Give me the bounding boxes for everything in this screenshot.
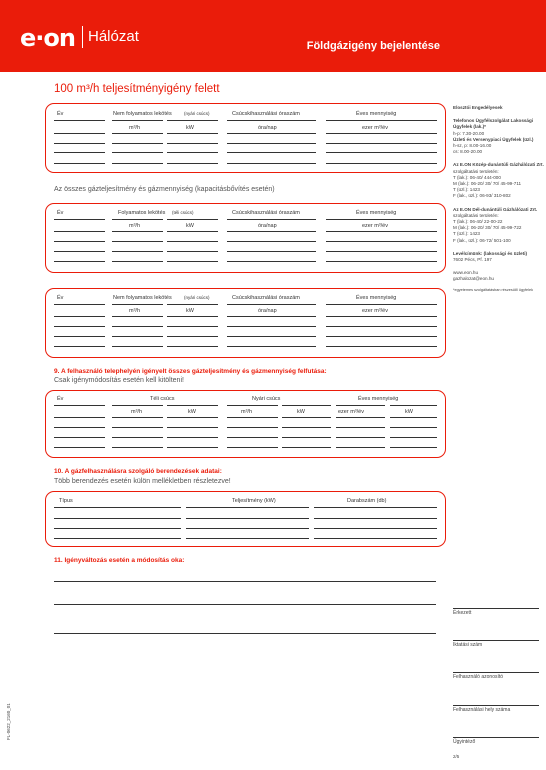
t3-header-peak: Csúcskihasználási óraszám (232, 295, 300, 301)
t10-input-line[interactable] (186, 518, 309, 519)
sidebar-title-2: Telefonos Ügyfélszolgálat Lakossági Ügyfelek (lak.)* (453, 118, 534, 130)
t1-input-line[interactable] (54, 152, 105, 153)
document-code: FL-0622_2160_01 (6, 703, 11, 740)
t2-header-annual: Éves mennyiség (356, 210, 397, 216)
t2-unit-kw: kW (186, 223, 194, 229)
t3-input-line[interactable] (167, 316, 218, 317)
sidebar-line: 7602 Pécs, Pf. 197 (453, 257, 492, 263)
t9-input-line[interactable] (390, 447, 437, 448)
usage-place-label: Felhasználási hely száma (453, 707, 511, 713)
t10-input-line[interactable] (314, 528, 437, 529)
t9-unit-m3h: m³/h (131, 409, 142, 415)
sidebar-line: h-p: 7.30-20.00 (453, 130, 485, 136)
t9-input-line[interactable] (336, 417, 385, 418)
page-title: 100 m³/h teljesítményigény felett (54, 83, 220, 95)
t1-input-line[interactable] (167, 163, 218, 164)
t1-input-line[interactable] (227, 152, 316, 153)
t9-unit-kw-2: kW (297, 409, 305, 415)
t2-input-line[interactable] (54, 241, 105, 242)
t2-input-line[interactable] (112, 241, 163, 242)
t3-header-nf: Nem folyamatos lekötés (113, 295, 172, 301)
section-10-title: 10. A gázfelhasználásra szolgáló berendezések adatai: (54, 468, 222, 475)
sidebar-company-2: Az E.ON Dél-dunántúli Gázhálózati Zrt. (453, 206, 538, 212)
t9-input-line[interactable] (112, 447, 163, 448)
reason-line-2[interactable] (54, 604, 436, 605)
sidebar-line: T (üzl.): 1423 (453, 231, 480, 237)
t9-input-line[interactable] (390, 437, 437, 438)
t1-input-line[interactable] (112, 133, 163, 134)
sidebar-email[interactable]: gazhalozat@eon.hu (453, 276, 494, 282)
t9-input-line[interactable] (54, 447, 105, 448)
t3-input-line[interactable] (167, 304, 218, 305)
t9-header-year: Év (57, 396, 64, 402)
t3-input-line[interactable] (326, 326, 437, 327)
t3-input-line[interactable] (167, 346, 218, 347)
t10-input-line[interactable] (186, 528, 309, 529)
sidebar-line: T (lak.): 06-40/ 444-000 (453, 174, 501, 180)
logo-divider (82, 26, 83, 48)
reason-line-1[interactable] (54, 581, 436, 582)
t9-input-line[interactable] (54, 405, 105, 406)
user-id-label: Felhasználó azonosító (453, 674, 504, 680)
t3-input-line[interactable] (112, 336, 163, 337)
t2-input-line[interactable] (167, 251, 218, 252)
t3-input-line[interactable] (54, 304, 105, 305)
t3-input-line[interactable] (54, 326, 105, 327)
t1-unit-kw: kW (186, 125, 194, 131)
t3-input-line[interactable] (167, 326, 218, 327)
t3-input-line[interactable] (326, 304, 437, 305)
t1-input-line[interactable] (54, 120, 105, 121)
t1-input-line[interactable] (112, 143, 163, 144)
t1-input-line[interactable] (54, 163, 105, 164)
t9-input-line[interactable] (112, 437, 163, 438)
sidebar-title-1: Elosztói Engedélyesek (453, 105, 503, 110)
t9-input-line[interactable] (167, 405, 218, 406)
t2-input-line[interactable] (54, 261, 105, 262)
t2-input-line[interactable] (227, 219, 316, 220)
t1-input-line[interactable] (227, 163, 316, 164)
t1-input-line[interactable] (326, 120, 437, 121)
t10-input-line[interactable] (54, 507, 181, 508)
t9-input-line[interactable] (54, 417, 105, 418)
t3-input-line[interactable] (54, 316, 105, 317)
t1-input-line[interactable] (227, 120, 316, 121)
section-9-title: 9. A felhasználó telephelyén igényelt összes gázteljesítmény és gázmennyiség felfutása: (54, 368, 327, 375)
t2-input-line[interactable] (54, 251, 105, 252)
t10-header-type: Típus (59, 498, 73, 504)
usage-place-line[interactable] (453, 705, 539, 706)
t3-input-line[interactable] (54, 346, 105, 347)
t3-input-line[interactable] (227, 346, 316, 347)
t10-input-line[interactable] (314, 518, 437, 519)
section-11-title: 11. Igényváltozás esetén a módosítás oka: (54, 557, 185, 564)
sidebar-line: h-sz, p: 8.00-16.00 (453, 143, 492, 149)
section-9-sub: Csak igénymódosítás esetén kell kitölteni! (54, 377, 184, 384)
received-label: Érkezett (453, 610, 472, 616)
eon-logo: e·on (20, 24, 75, 52)
t2-input-line[interactable] (227, 251, 316, 252)
t9-input-line[interactable] (112, 405, 163, 406)
t3-input-line[interactable] (326, 316, 437, 317)
t1-input-line[interactable] (112, 163, 163, 164)
t9-input-line[interactable] (227, 417, 278, 418)
t9-input-line[interactable] (227, 437, 278, 438)
t2-input-line[interactable] (326, 219, 437, 220)
t9-input-line[interactable] (336, 447, 385, 448)
t10-input-line[interactable] (54, 518, 181, 519)
t9-header-annual: Éves mennyiség (358, 396, 399, 402)
t3-input-line[interactable] (326, 336, 437, 337)
t3-input-line[interactable] (167, 336, 218, 337)
filing-number-label: Iktatási szám (453, 642, 483, 648)
t2-header-peak: Csúcskihasználási óraszám (232, 210, 300, 216)
t2-input-line[interactable] (326, 231, 437, 232)
t1-input-line[interactable] (167, 133, 218, 134)
t9-input-line[interactable] (390, 405, 437, 406)
t1-header-nf: Nem folyamatos lekötés (113, 111, 172, 117)
t9-input-line[interactable] (112, 417, 163, 418)
sidebar-line: T (lak.): 06-40/ 22-00-22 (453, 219, 503, 225)
sidebar-company-1: Az E.ON Közép-dunántúli Gázhálózati Zrt. (453, 162, 544, 168)
t3-input-line[interactable] (112, 346, 163, 347)
t3-input-line[interactable] (112, 304, 163, 305)
t2-header-year: Év (57, 210, 64, 216)
t9-input-line[interactable] (390, 427, 437, 428)
sidebar-line: cs: 8.00-20.00 (453, 149, 483, 155)
t9-input-line[interactable] (112, 427, 163, 428)
administrator-label: Ügyintéző (453, 739, 476, 745)
t2-unit-m3h: m³/h (129, 223, 140, 229)
t3-input-line[interactable] (227, 316, 316, 317)
t2-input-line[interactable] (167, 261, 218, 262)
t10-input-line[interactable] (54, 538, 181, 539)
t2-input-line[interactable] (227, 231, 316, 232)
t2-unit-annual: ezer m³/év (362, 223, 388, 229)
t2-input-line[interactable] (112, 231, 163, 232)
t9-input-line[interactable] (390, 417, 437, 418)
t1-unit-annual: ezer m³/év (362, 125, 388, 131)
t3-header-nf-note: (nyári csúcs) (184, 295, 210, 300)
form-title: Földgázigény bejelentése (306, 40, 440, 52)
t9-input-line[interactable] (282, 427, 331, 428)
sidebar-line: M (lak.): 06-20/ 30/ 70/ 45-99-711 (453, 181, 522, 187)
t3-unit-hour: óra/nap (258, 308, 277, 314)
received-line[interactable] (453, 608, 539, 609)
t3-unit-annual: ezer m³/év (362, 308, 388, 314)
t2-header-f: Folyamatos lekötés (118, 210, 166, 216)
t2-input-line[interactable] (326, 241, 437, 242)
t1-input-line[interactable] (326, 143, 437, 144)
sidebar-line: T (üzl.): 1423 (453, 187, 480, 193)
t2-input-line[interactable] (326, 261, 437, 262)
t2-input-line[interactable] (112, 251, 163, 252)
t9-input-line[interactable] (282, 447, 331, 448)
header-bar (0, 0, 546, 72)
t2-input-line[interactable] (167, 241, 218, 242)
t1-input-line[interactable] (227, 143, 316, 144)
t9-input-line[interactable] (227, 427, 278, 428)
t2-input-line[interactable] (167, 231, 218, 232)
t9-input-line[interactable] (227, 447, 278, 448)
t1-input-line[interactable] (326, 152, 437, 153)
sidebar-footnote: *egyetemes szolgáltatásban részesülő ügyfelek (453, 287, 533, 292)
page-number: 2/5 (453, 754, 460, 759)
t1-input-line[interactable] (326, 163, 437, 164)
t9-unit-kw-3: kW (405, 409, 413, 415)
sidebar-mail-title: Levélcímünk: (lakossági és üzleti) (453, 250, 528, 256)
t9-input-line[interactable] (336, 405, 385, 406)
administrator-line[interactable] (453, 737, 539, 738)
t1-input-line[interactable] (167, 152, 218, 153)
t1-header-peak: Csúcskihasználási óraszám (232, 111, 300, 117)
network-label: Hálózat (88, 28, 139, 45)
t1-input-line[interactable] (326, 133, 437, 134)
filing-number-line[interactable] (453, 640, 539, 641)
t9-input-line[interactable] (336, 427, 385, 428)
t3-input-line[interactable] (227, 304, 316, 305)
t10-header-count: Darabszám (db) (347, 498, 387, 504)
t9-unit-kw: kW (188, 409, 196, 415)
t1-input-line[interactable] (112, 152, 163, 153)
t10-input-line[interactable] (186, 538, 309, 539)
section-10-sub: Több berendezés esetén külön mellékletben részletezve! (54, 478, 231, 485)
t3-unit-kw: kW (186, 308, 194, 314)
t2-input-line[interactable] (54, 219, 105, 220)
sidebar-line: szolgáltatási területén: (453, 168, 499, 174)
t10-input-line[interactable] (314, 507, 437, 508)
t3-input-line[interactable] (112, 316, 163, 317)
t9-input-line[interactable] (282, 417, 331, 418)
t9-input-line[interactable] (167, 437, 218, 438)
t3-input-line[interactable] (326, 346, 437, 347)
t9-header-winter: Téli csúcs (150, 396, 175, 402)
t9-input-line[interactable] (336, 437, 385, 438)
sidebar-line: F (lak., üzl.): 06-93/ 310-802 (453, 193, 511, 199)
t1-input-line[interactable] (54, 133, 105, 134)
t2-header-f-note: (téli csúcs) (172, 210, 194, 215)
t9-input-line[interactable] (227, 405, 278, 406)
sidebar-title-3: Üzleti és Versenypiaci Ügyfelek (üzl.) (453, 136, 534, 142)
t2-input-line[interactable] (112, 261, 163, 262)
t2-input-line[interactable] (227, 261, 316, 262)
t9-unit-annual: ezer m³/év (338, 409, 364, 415)
t2-unit-hour: óra/nap (258, 223, 277, 229)
sidebar-line: F (lak., üzl.): 06-72/ 501-100 (453, 237, 511, 243)
t1-header-year: Év (57, 111, 64, 117)
t1-input-line[interactable] (54, 143, 105, 144)
sidebar-web[interactable]: www.eon.hu (453, 270, 479, 276)
t2-input-line[interactable] (326, 251, 437, 252)
t3-input-line[interactable] (112, 326, 163, 327)
t1-header-nf-note: (nyári csúcs) (184, 111, 210, 116)
t3-header-annual: Éves mennyiség (356, 295, 397, 301)
t9-input-line[interactable] (167, 447, 218, 448)
t3-unit-m3h: m³/h (129, 308, 140, 314)
t1-input-line[interactable] (112, 120, 163, 121)
t10-input-line[interactable] (314, 538, 437, 539)
t3-input-line[interactable] (227, 326, 316, 327)
user-id-line[interactable] (453, 672, 539, 673)
t1-input-line[interactable] (227, 133, 316, 134)
t9-input-line[interactable] (167, 427, 218, 428)
aggregate-caption: Az összes gázteljesítmény és gázmennyiség (kapacitásbővítés esetén) (54, 186, 275, 193)
t3-input-line[interactable] (227, 336, 316, 337)
reason-line-3[interactable] (54, 633, 436, 634)
t1-header-annual: Éves mennyiség (356, 111, 397, 117)
t1-unit-m3h: m³/h (129, 125, 140, 131)
t9-unit-m3h-2: m³/h (241, 409, 252, 415)
sidebar-line: M (lak.): 06-20/ 30/ 70/ 45-99-722 (453, 225, 522, 231)
t9-header-summer: Nyári csúcs (252, 396, 281, 402)
t10-input-line[interactable] (186, 507, 309, 508)
t9-input-line[interactable] (167, 417, 218, 418)
t10-header-power: Teljesítmény (kW) (232, 498, 276, 504)
contact-sidebar (453, 105, 545, 293)
t1-unit-hour: óra/nap (258, 125, 277, 131)
t2-input-line[interactable] (112, 219, 163, 220)
t2-input-line[interactable] (54, 231, 105, 232)
t9-input-line[interactable] (54, 427, 105, 428)
t2-input-line[interactable] (227, 241, 316, 242)
t9-input-line[interactable] (282, 405, 331, 406)
t1-input-line[interactable] (167, 143, 218, 144)
t3-header-year: Év (57, 295, 64, 301)
t9-input-line[interactable] (54, 437, 105, 438)
sidebar-line: szolgáltatási területén: (453, 212, 499, 218)
t9-input-line[interactable] (282, 437, 331, 438)
t2-input-line[interactable] (167, 219, 218, 220)
t10-input-line[interactable] (54, 528, 181, 529)
t1-input-line[interactable] (167, 120, 218, 121)
t3-input-line[interactable] (54, 336, 105, 337)
